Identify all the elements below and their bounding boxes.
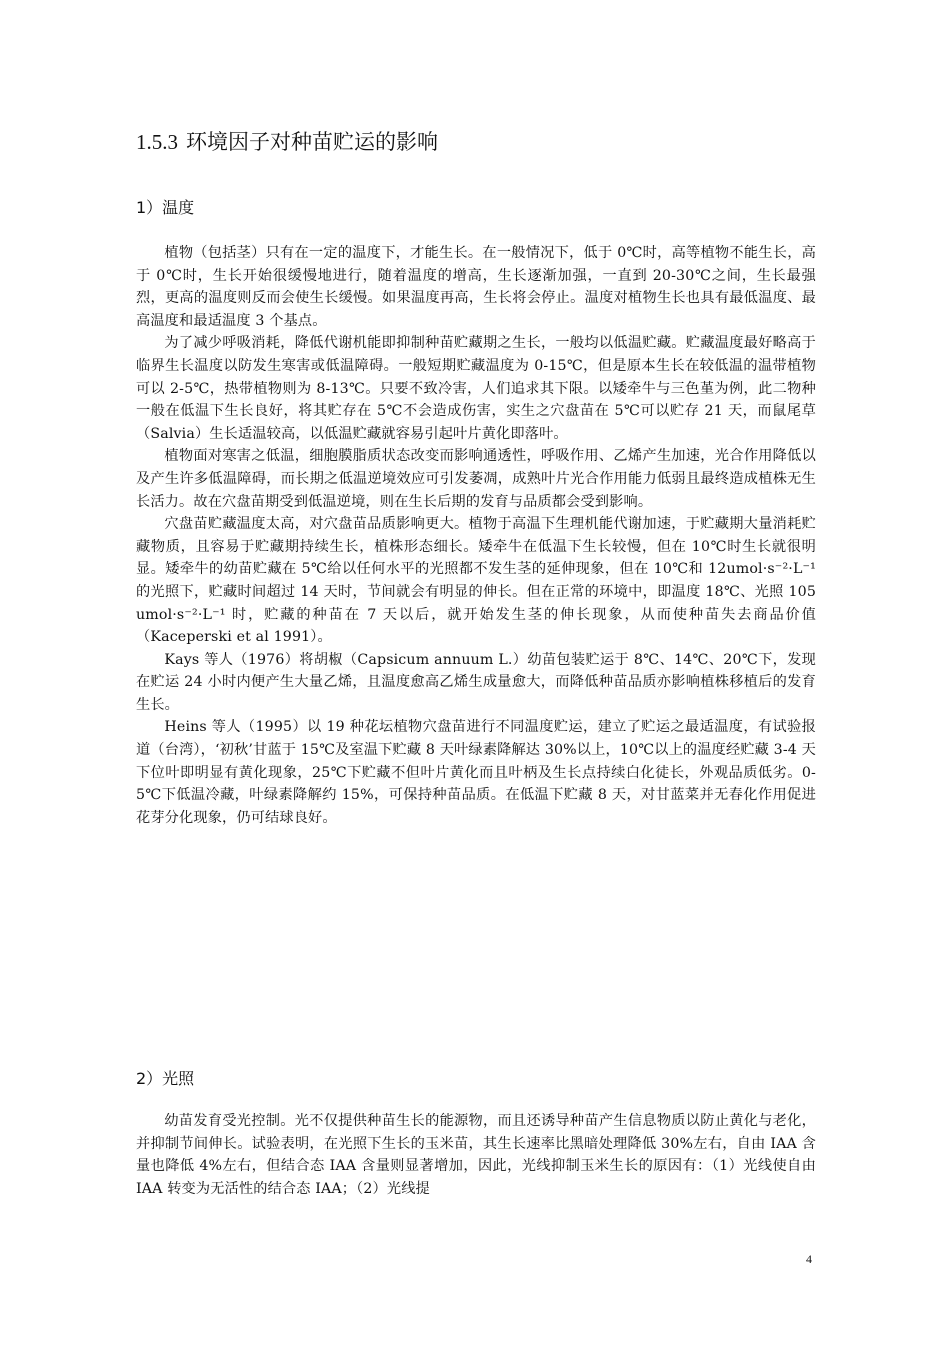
subsection-heading-temperature: 1）温度 xyxy=(136,198,195,217)
subsection-heading-light: 2）光照 xyxy=(136,1069,195,1088)
page-number: 4 xyxy=(806,1252,812,1266)
section-title-text: 环境因子对种苗贮运的影响 xyxy=(186,130,438,154)
paragraph: Kays 等人（1976）将胡椒（Capsicum annuum L.）幼苗包装贮运于 8℃、14℃、20℃下，发现在贮运 24 小时内便产生大量乙烯，且温度愈高乙烯生成量愈大，而降低种苗品质亦影响植株移植后的发育生长。 xyxy=(136,651,816,713)
section-number: 1.5.3 xyxy=(136,130,178,154)
section-title xyxy=(136,128,438,156)
paragraph: 幼苗发育受光控制。光不仅提供种苗生长的能源物，而且还诱导种苗产生信息物质以防止黄化与老化，并抑制节间伸长。试验表明，在光照下生长的玉米苗，其生长速率比黑暗处理降低 30%左右，自由 IAA 含量也降低 4%左右，但结合态 IAA 含量则显著增加，因此，光线抑制玉米生长的原因有：（1）光线使自由 IAA 转变为无活性的结合态 IAA；（2）光线提 xyxy=(136,1113,816,1197)
paragraph: 为了减少呼吸消耗，降低代谢机能即抑制种苗贮藏期之生长，一般均以低温贮藏。贮藏温度最好略高于临界生长温度以防发生寒害或低温障碍。一般短期贮藏温度为 0-15℃，但是原本生长在较低温的温带植物可以 2-5℃，热带植物则为 8-13℃。只要不致冷害，人们追求其下限。以矮牵牛与三色堇为例，此二物种一般在低温下生长良好，将其贮存在 5℃不会造成伤害，实生之穴盘苗在 5℃可以贮存 21 天，而鼠尾草（Salvia）生长适温较高，以低温贮藏就容易引起叶片黄化即落叶。 xyxy=(136,335,816,442)
paragraph: 植物面对寒害之低温，细胞膜脂质状态改变而影响通透性，呼吸作用、乙烯产生加速，光合作用降低以及产生许多低温障碍，而长期之低温逆境效应可引发萎凋，成熟叶片光合作用能力低弱且最终造成植株无生长活力。故在穴盘苗期受到低温逆境，则在生长后期的发育与品质都会受到影响。 xyxy=(136,448,816,510)
paragraph: Heins 等人（1995）以 19 种花坛植物穴盘苗进行不同温度贮运，建立了贮运之最适温度，有试验报道（台湾），‘初秋’甘蓝于 15℃及室温下贮藏 8 天叶绿素降解达 30%以上，10℃以上的温度经贮藏 3-4 天下位叶即明显有黄化现象，25℃下贮藏不但叶片黄化而且叶柄及生长点持续白化徒长，外观品质低劣。0-5℃下低温冷藏，叶绿素降解约 15%，可保持种苗品质。在低温下贮藏 8 天，对甘蓝菜并无春化作用促进花芽分化现象，仍可结球良好。 xyxy=(136,719,816,826)
light-body xyxy=(136,1110,816,1200)
temperature-body xyxy=(136,242,816,829)
paragraph: 植物（包括茎）只有在一定的温度下，才能生长。在一般情况下，低于 0℃时，高等植物不能生长，高于 0℃时，生长开始很缓慢地进行，随着温度的增高，生长逐渐加强，一直到 20-30℃之间，生长最强烈，更高的温度则反而会使生长缓慢。如果温度再高，生长将会停止。温度对植物生长也具有最低温度、最高温度和最适温度 3 个基点。 xyxy=(136,245,816,329)
paragraph: 穴盘苗贮藏温度太高，对穴盘苗品质影响更大。植物于高温下生理机能代谢加速，于贮藏期大量消耗贮藏物质，且容易于贮藏期持续生长，植株形态细长。矮牵牛在低温下生长较慢，但在 10℃时生长就很明显。矮牵牛的幼苗贮藏在 5℃给以任何水平的光照都不发生茎的延伸现象，但在 10℃和 12umol·s⁻²·L⁻¹ 的光照下，贮藏时间超过 14 天时，节间就会有明显的伸长。但在正常的环境中，即温度 18℃、光照 105 umol·s⁻²·L⁻¹ 时，贮藏的种苗在 7 天以后，就开始发生茎的伸长现象，从而使种苗失去商品价值（Kaceperski et al 1991）。 xyxy=(136,516,816,646)
